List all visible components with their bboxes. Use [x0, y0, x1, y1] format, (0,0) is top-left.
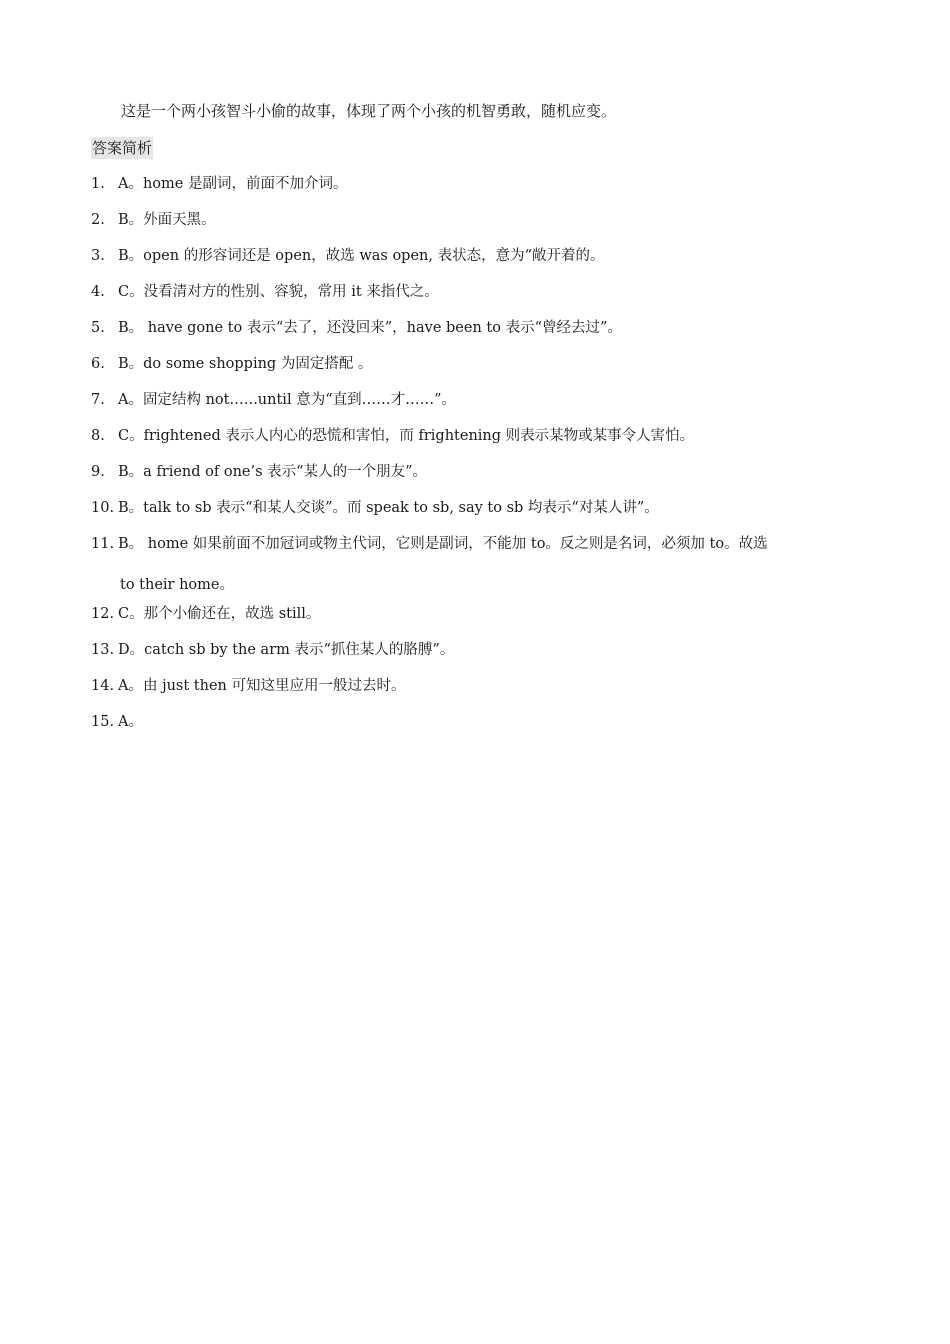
answer-number: 6. [91, 356, 105, 372]
answer-list [91, 173, 871, 747]
answer-number: 15. [91, 714, 115, 730]
answer-item [91, 281, 871, 303]
answer-item [91, 639, 871, 661]
answer-number: 3. [91, 248, 105, 264]
answer-text: A。home 是副词，前面不加介词。 [118, 176, 348, 192]
answer-number: 11. [91, 536, 115, 552]
answer-number: 9. [91, 464, 105, 480]
answer-number: 12. [91, 606, 115, 622]
answer-text: D。catch sb by the arm 表示“抓住某人的胳膊”。 [118, 642, 455, 658]
answer-number: 4. [91, 284, 105, 300]
answer-number: 5. [91, 320, 105, 336]
answer-text: C。frightened 表示人内心的恐慌和害怕，而 frightening 则表示某物或某事令人害怕。 [118, 428, 695, 444]
answer-number: 8. [91, 428, 105, 444]
answer-text: C。那个小偷还在，故选 still。 [118, 606, 321, 622]
answer-text: B。do some shopping 为固定搭配 。 [118, 356, 373, 372]
answer-item [91, 425, 871, 447]
answer-text: B。a friend of one’s 表示“某人的一个朋友”。 [118, 464, 427, 480]
answer-text: A。 [118, 714, 143, 730]
intro-paragraph: 这是一个两小孩智斗小偷的故事，体现了两个小孩的机智勇敢，随机应变。 [121, 102, 617, 120]
answer-item [91, 533, 871, 597]
answer-item [91, 497, 871, 519]
answer-text: B。open 的形容词还是 open，故选 was open, 表状态，意为“敞开着的。 [118, 248, 605, 264]
answer-text: A。固定结构 not.…..until 意为“直到……才……”。 [118, 392, 457, 408]
answer-text: B。 have gone to 表示“去了，还没回来”，have been to 表示“曾经去过”。 [118, 320, 622, 336]
answer-item [91, 245, 871, 267]
answer-number: 13. [91, 642, 115, 658]
answer-text-continuation: to their home。 [120, 577, 234, 593]
answer-item [91, 711, 871, 733]
answer-number: 1. [91, 176, 105, 192]
answer-item [91, 675, 871, 697]
answer-number: 10. [91, 500, 115, 516]
answer-text: C。没看清对方的性别、容貌，常用 it 来指代之。 [118, 284, 439, 300]
answer-item [91, 353, 871, 375]
answer-item [91, 603, 871, 625]
answer-item [91, 317, 871, 339]
answer-text: A。由 just then 可知这里应用一般过去时。 [118, 678, 406, 694]
answer-item [91, 389, 871, 411]
answer-number: 2. [91, 212, 105, 228]
answer-item [91, 173, 871, 195]
answer-number: 7. [91, 392, 105, 408]
answer-item [91, 209, 871, 231]
answer-heading: 答案简析 [92, 139, 153, 157]
answer-text: B。 home 如果前面不加冠词或物主代词，它则是副词，不能加 to。反之则是名词，必须加 to。故选 [118, 536, 768, 552]
answer-text: B。talk to sb 表示“和某人交谈”。而 speak to sb, say to sb 均表示“对某人讲”。 [118, 500, 659, 516]
answer-text: B。外面天黑。 [118, 212, 216, 228]
answer-number: 14. [91, 678, 115, 694]
answer-item [91, 461, 871, 483]
